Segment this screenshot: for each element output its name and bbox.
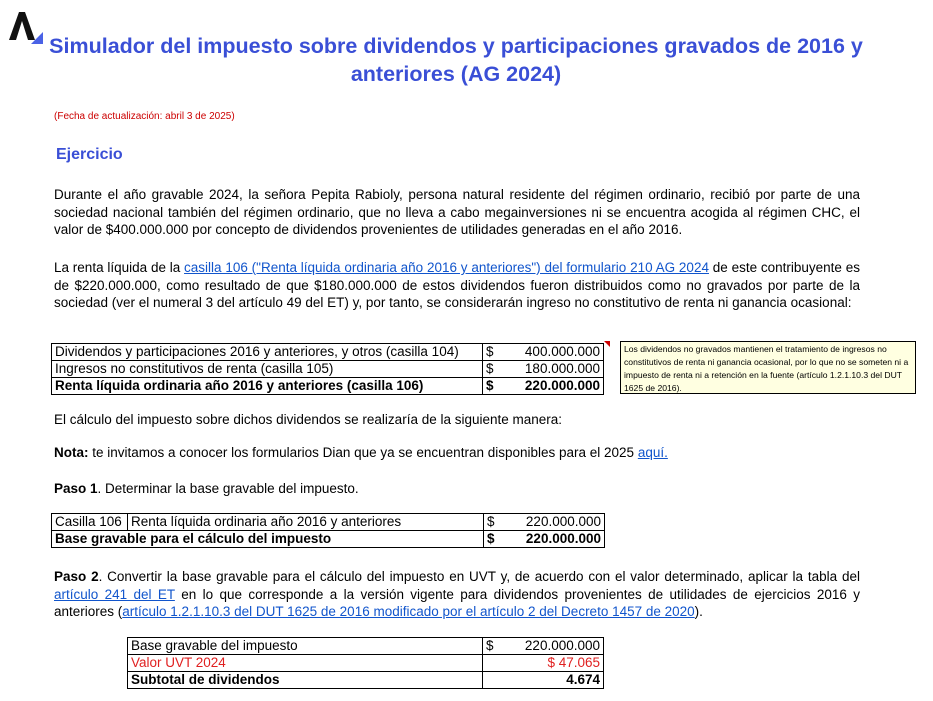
dut-1625-link[interactable]: artículo 1.2.1.10.3 del DUT 1625 de 2016 modificado por el artículo 2 del Decreto 1457 de 2020 xyxy=(122,604,695,619)
renta-table xyxy=(51,343,604,395)
row-label: Renta líquida ordinaria año 2016 y anteriores xyxy=(128,514,484,531)
row-label: Valor UVT 2024 xyxy=(128,655,483,672)
update-date: (Fecha de actualización: abril 3 de 2025) xyxy=(54,111,235,122)
table-row xyxy=(52,531,605,548)
table-row xyxy=(128,655,604,672)
row-label: Subtotal de dividendos xyxy=(128,672,483,689)
page-title: Simulador del impuesto sobre dividendos y participaciones gravados de 2016 y anteriores (AG 2024) xyxy=(49,34,863,86)
comment-marker-icon[interactable] xyxy=(604,341,610,347)
intro-paragraph: Durante el año gravable 2024, la señora Pepita Rabioly, persona natural residente del régimen ordinario, recibió por parte de una sociedad nacional también del régimen ordinario, que no lleva a cabo megainversiones ni se encuentra acogida al régimen CHC, el valor de $400.000.000 por concepto de dividendos provenientes de utilidades generadas en el año 2016. xyxy=(54,187,860,237)
row-label: Dividendos y participaciones 2016 y anteriores, y otros (casilla 104) xyxy=(52,344,483,361)
table-row xyxy=(128,638,604,655)
table-row xyxy=(52,514,605,531)
articulo-241-link[interactable]: artículo 241 del ET xyxy=(54,586,175,602)
casilla-code: Casilla 106 xyxy=(52,514,128,531)
calc-text: El cálculo del impuesto sobre dichos dividendos se realizaría de la siguiente manera: xyxy=(54,412,563,427)
section-title: Ejercicio xyxy=(56,146,123,163)
row-amount: 4.674 xyxy=(483,672,604,689)
table-row xyxy=(52,378,604,395)
paso1-paragraph: Paso 1. Determinar la base gravable del impuesto. xyxy=(54,481,359,496)
table-row xyxy=(52,344,604,361)
table-row xyxy=(52,361,604,378)
row-amount: $ 180.000.000 xyxy=(483,361,604,378)
row-amount: $ 220.000.000 xyxy=(484,514,605,531)
row-label: Base gravable para el cálculo del impuesto xyxy=(52,531,484,548)
row-label: Base gravable del impuesto xyxy=(128,638,483,655)
base-gravable-table xyxy=(51,513,605,548)
row-amount: $ 220.000.000 xyxy=(483,638,604,655)
row-amount: $ 47.065 xyxy=(483,655,604,672)
row-amount: $ 220.000.000 xyxy=(483,378,604,395)
renta-paragraph: La renta líquida de la casilla 106 ("Renta líquida ordinaria año 2016 y anteriores") del formulario 210 AG 2024 de este contribuyente es de $220.000.000, como resultado de que $180.000.000 de estos dividendos fueron distribuidos como no gravados por parte de la sociedad (ver el numeral 3 del artículo 49 del ET) y, por tanto, se considerarán ingreso no constitutivo de renta ni ganancia ocasional: xyxy=(54,260,860,310)
row-label: Ingresos no constitutivos de renta (casilla 105) xyxy=(52,361,483,378)
casilla-106-link[interactable]: casilla 106 ("Renta líquida ordinaria año 2016 y anteriores") del formulario 210 AG 2024 xyxy=(184,260,709,275)
row-amount: $ 400.000.000 xyxy=(483,344,604,361)
table-row xyxy=(128,672,604,689)
subtotal-table xyxy=(127,637,604,689)
comment-note: Los dividendos no gravados mantienen el tratamiento de ingresos no constitutivos de renta ni ganancia ocasional, por lo que no se someten ni a impuesto de renta ni a retención en la fuente (artículo 1.2.1.10.3 del DUT 1625 de 2016). xyxy=(620,341,916,394)
nota-paragraph: Nota: te invitamos a conocer los formularios Dian que ya se encuentran disponibles para el 2025 aquí. xyxy=(54,445,668,460)
row-amount: $ 220.000.000 xyxy=(484,531,605,548)
formularios-link[interactable]: aquí. xyxy=(637,445,668,460)
row-label: Renta líquida ordinaria año 2016 y anteriores (casilla 106) xyxy=(52,378,483,395)
paso2-paragraph: Paso 2. Convertir la base gravable para el cálculo del impuesto en UVT y, de acuerdo con el valor determinado, aplicar la tabla del artículo 241 del ET en lo que corresponde a la versión vigente para dividendos provenientes de utilidades de ejercicios 2016 y anteriores (artículo 1.2.1.10.3 del DUT 1625 de 2016 modificado por el artículo 2 del Decreto 1457 de 2020). xyxy=(54,569,860,619)
